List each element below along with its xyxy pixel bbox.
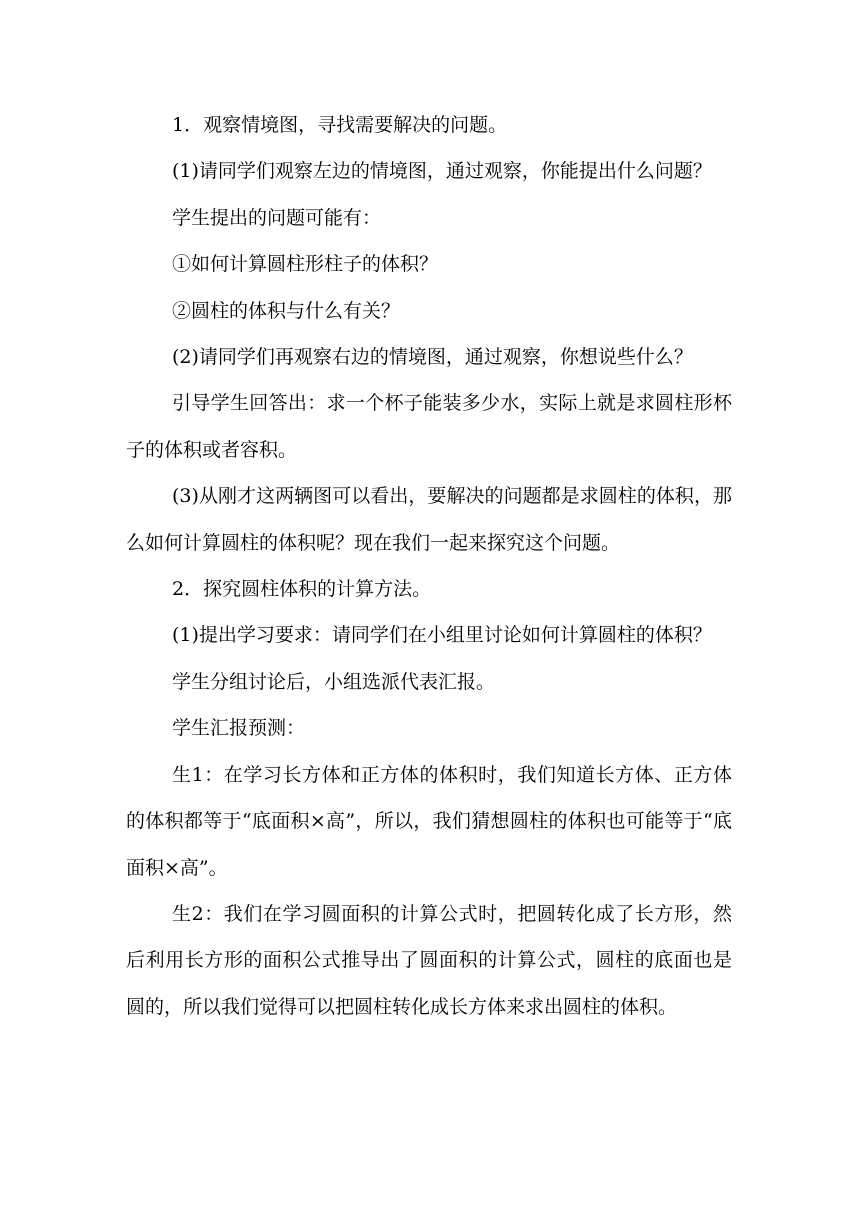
paragraph-step-1-heading: 1．观察情境图，寻找需要解决的问题。 [172,114,508,136]
paragraph-report-prediction: 学生汇报预测： [172,717,306,740]
paragraph-question-3: (3)从刚才这两辆图可以看出，要解决的问题都是求圆柱的体积，那么如何计算圆柱的体积呢？现在我们一起来探究这个问题。 [126,485,732,554]
paragraph-step-2-heading: 2．探究圆柱体积的计算方法。 [172,578,432,601]
paragraph-guided-answer: 引导学生回答出：求一个杯子能装多少水，实际上就是求圆柱形杯子的体积或者容积。 [126,392,732,461]
paragraph-group-discussion: 学生分组讨论后，小组选派代表汇报。 [172,670,496,693]
paragraph-question-1: (1)请同学们观察左边的情境图，通过观察，你能提出什么问题？ [172,160,712,183]
paragraph-student-1: 生1：在学习长方体和正方体的体积时，我们知道长方体、正方体的体积都等于“底面积×高”，所以，我们猜想圆柱的体积也可能等于“底面积×高”。 [126,763,732,879]
paragraph-possible-questions-intro: 学生提出的问题可能有： [172,206,382,229]
document-body [126,102,732,1030]
paragraph-possible-question-1: ①如何计算圆柱形柱子的体积？ [172,253,439,276]
paragraph-student-2: 生2：我们在学习圆面积的计算公式时，把圆转化成了长方形，然后利用长方形的面积公式推导出了圆面积的计算公式，圆柱的底面也是圆的，所以我们觉得可以把圆柱转化成长方体来求出圆柱的体积。 [126,902,732,1018]
paragraph-question-2: (2)请同学们再观察右边的情境图，通过观察，你想说些什么？ [172,346,693,369]
paragraph-learning-requirement: (1)提出学习要求：请同学们在小组里讨论如何计算圆柱的体积？ [172,624,712,647]
paragraph-possible-question-2: ②圆柱的体积与什么有关？ [172,299,401,322]
